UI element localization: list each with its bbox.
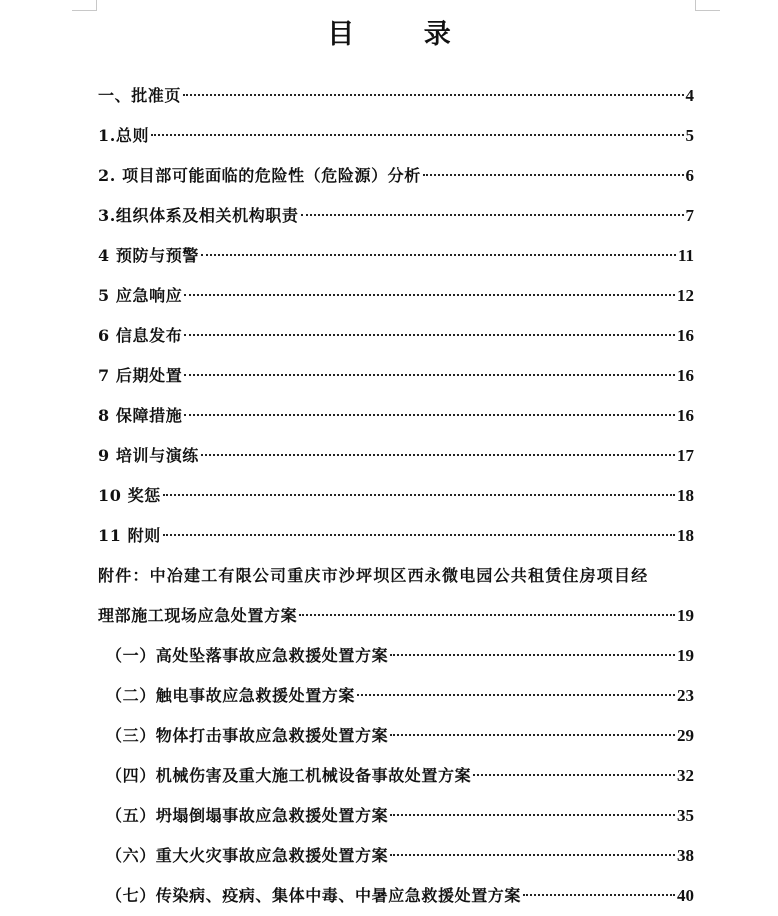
toc-subentry[interactable] (98, 796, 694, 836)
dot-leader (163, 494, 675, 496)
dot-leader (184, 374, 675, 376)
toc-entry-page: 16 (677, 326, 694, 345)
dot-leader (201, 454, 675, 456)
toc-entry-page: 23 (677, 686, 694, 705)
toc-entry-label: 1.总则 (98, 126, 150, 145)
toc-entry-label: 5 应急响应 (98, 286, 183, 305)
toc-entry-page: 32 (677, 766, 694, 785)
toc-entry-label: 4 预防与预警 (98, 246, 199, 265)
dot-leader (184, 294, 675, 296)
crop-mark-top-right (695, 0, 720, 11)
toc-entry-page: 12 (677, 286, 694, 305)
toc-subentry[interactable] (98, 716, 694, 756)
dot-leader (390, 654, 675, 656)
toc-entry-label: （三）物体打击事故应急救援处置方案 (106, 726, 389, 745)
dot-leader (523, 894, 675, 896)
toc-entry-label: 10 奖惩 (98, 486, 161, 505)
toc-entry-label: 2. 项目部可能面临的危险性（危险源）分析 (98, 166, 421, 185)
toc-entry-label: 3.组织体系及相关机构职责 (98, 206, 299, 225)
dot-leader (151, 134, 683, 136)
toc-entry-page: 16 (677, 366, 694, 385)
page-title: 目 录 (327, 19, 481, 50)
toc-entry-label: （五）坍塌倒塌事故应急救援处置方案 (106, 806, 389, 825)
toc-entry[interactable] (98, 116, 694, 156)
toc-entry-label: （一）高处坠落事故应急救援处置方案 (106, 646, 389, 665)
toc-entry-page: 29 (677, 726, 694, 745)
toc-entry-label: 9 培训与演练 (98, 446, 199, 465)
toc-subentry[interactable] (98, 836, 694, 876)
toc-entry-label: 8 保障措施 (98, 406, 183, 425)
dot-leader (357, 694, 675, 696)
toc-subentry[interactable] (98, 676, 694, 716)
toc-entry-page: 18 (677, 526, 694, 545)
toc-entry[interactable] (98, 476, 694, 516)
attachment-heading-line1[interactable] (98, 556, 694, 596)
toc-entry[interactable] (98, 76, 694, 116)
dot-leader (201, 254, 676, 256)
toc-entry-page: 6 (685, 166, 694, 185)
toc-entry[interactable] (98, 156, 694, 196)
toc-subentry[interactable] (98, 876, 694, 916)
toc-entry[interactable] (98, 516, 694, 556)
dot-leader (299, 614, 675, 616)
toc-entry-page: 40 (677, 886, 694, 905)
attachment-entry[interactable] (98, 596, 694, 636)
attachment-heading-text: 附件：中冶建工有限公司重庆市沙坪坝区西永微电园公共租赁住房项目经 (98, 566, 649, 585)
dot-leader (163, 534, 675, 536)
toc-entry-label: （六）重大火灾事故应急救援处置方案 (106, 846, 389, 865)
toc-entry-label: 一、批准页 (98, 86, 182, 105)
toc-entry-label: 11 附则 (98, 526, 161, 545)
toc-entry-page: 4 (685, 86, 694, 105)
toc-entry-page: 17 (677, 446, 694, 465)
toc-entry-page: 7 (685, 206, 694, 225)
toc-entry-page: 11 (677, 246, 694, 265)
toc-entry-label: （二）触电事故应急救援处置方案 (106, 686, 356, 705)
toc-entry[interactable] (98, 276, 694, 316)
dot-leader (473, 774, 675, 776)
dot-leader (423, 174, 684, 176)
dot-leader (184, 414, 675, 416)
crop-mark-top-left (72, 0, 97, 11)
toc-entry-page: 35 (677, 806, 694, 825)
toc-entry[interactable] (98, 236, 694, 276)
toc-entry-page: 16 (677, 406, 694, 425)
toc-entry-label: 6 信息发布 (98, 326, 183, 345)
dot-leader (390, 854, 675, 856)
toc-subentry[interactable] (98, 756, 694, 796)
toc-entry[interactable] (98, 316, 694, 356)
dot-leader (183, 94, 683, 96)
toc-subentry[interactable] (98, 636, 694, 676)
dot-leader (184, 334, 675, 336)
toc-entry[interactable] (98, 196, 694, 236)
dot-leader (390, 734, 675, 736)
toc-entry[interactable] (98, 356, 694, 396)
dot-leader (301, 214, 684, 216)
toc-entry-page: 19 (677, 646, 694, 665)
toc-entry[interactable] (98, 396, 694, 436)
toc-entry-label: （四）机械伤害及重大施工机械设备事故处置方案 (106, 766, 472, 785)
dot-leader (390, 814, 675, 816)
toc-entry-page: 18 (677, 486, 694, 505)
toc-entry-page: 19 (677, 606, 694, 625)
toc-entry-label: （七）传染病、疫病、集体中毒、中暑应急救援处置方案 (106, 886, 522, 905)
toc-entry-label: 7 后期处置 (98, 366, 183, 385)
toc-entry[interactable] (98, 436, 694, 476)
table-of-contents (98, 76, 694, 916)
toc-entry-page: 38 (677, 846, 694, 865)
toc-entry-label: 理部施工现场应急处置方案 (98, 606, 298, 625)
toc-entry-page: 5 (685, 126, 694, 145)
